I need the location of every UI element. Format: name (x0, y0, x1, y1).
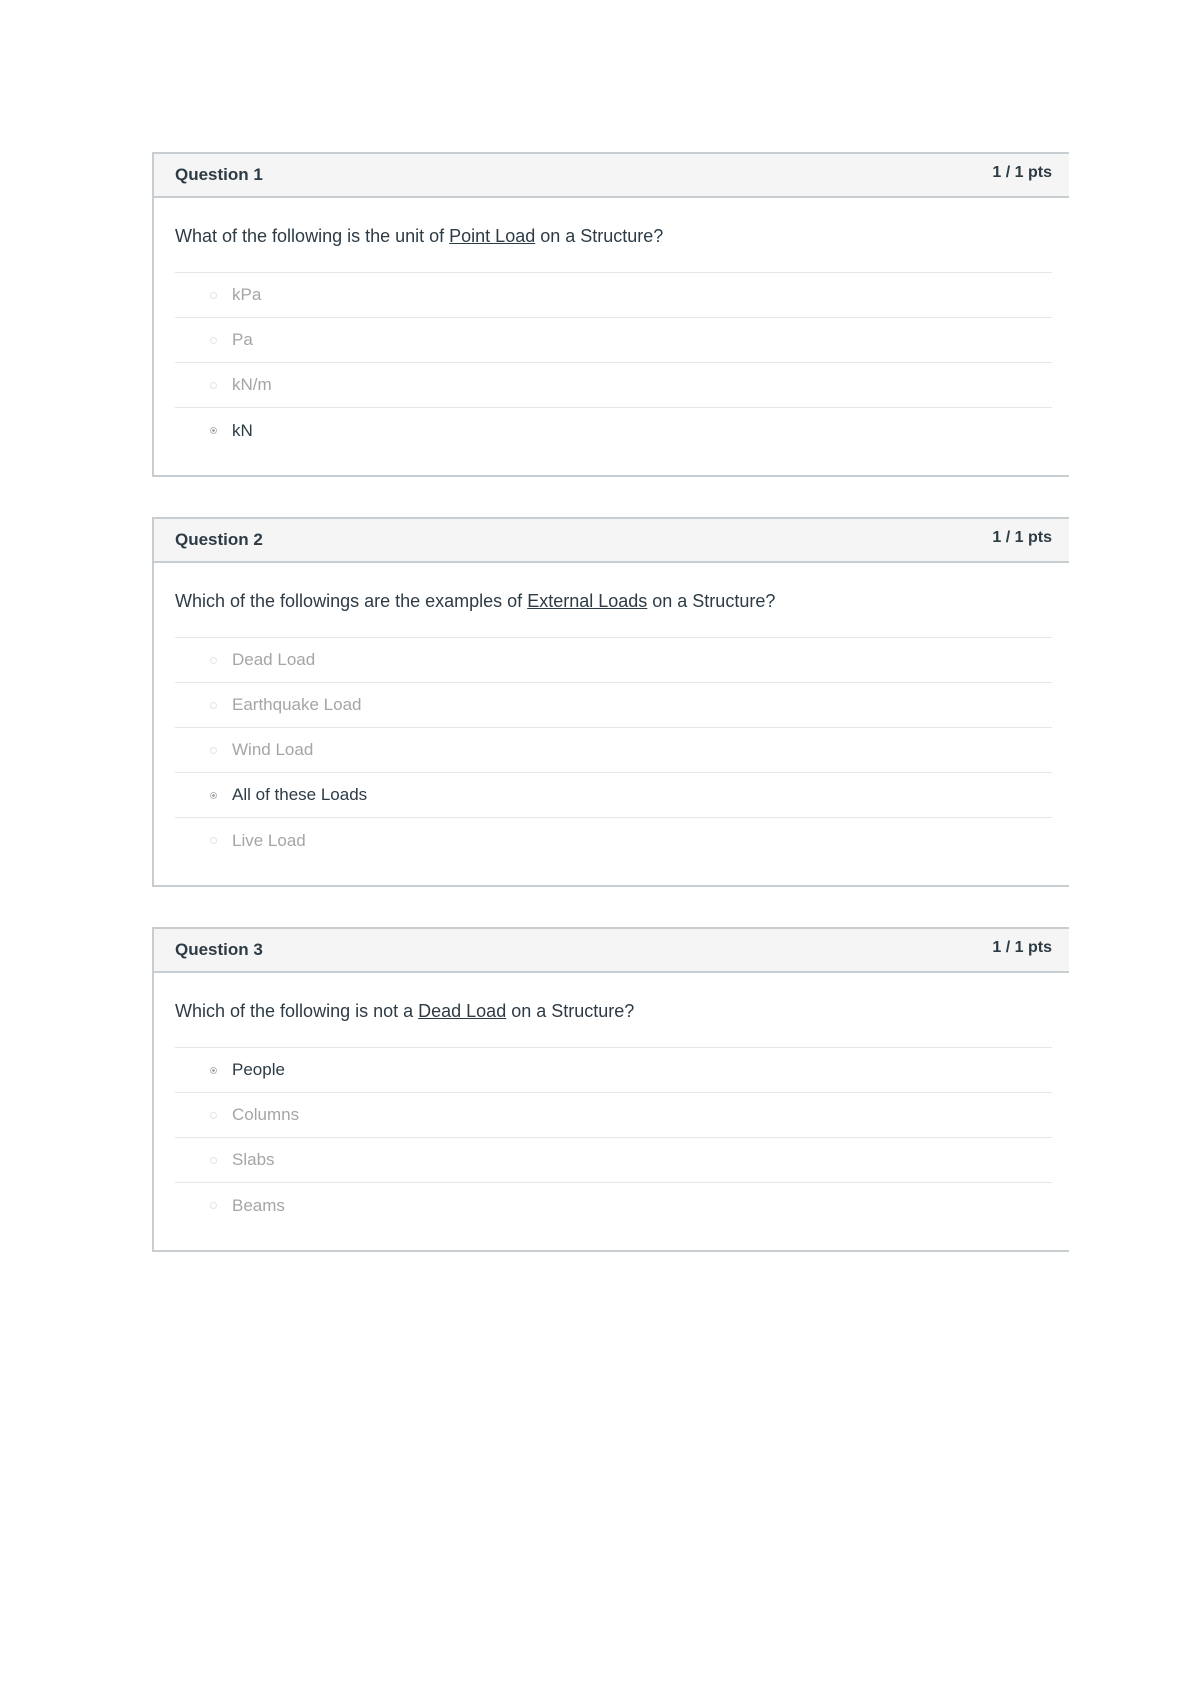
answer-option[interactable] (175, 683, 1052, 728)
radio-button-selected-icon[interactable] (210, 792, 217, 799)
question-text (175, 591, 1052, 638)
answer-label: Slabs (232, 1150, 275, 1169)
answer-list (175, 1048, 1052, 1228)
question-text-before: What of the following is the unit of (175, 226, 450, 246)
question-points: 1 / 1 pts (992, 529, 1052, 546)
radio-button-icon[interactable] (210, 292, 217, 299)
radio-button-icon[interactable] (210, 382, 217, 389)
answer-option[interactable] (175, 318, 1052, 363)
question-body (154, 973, 1069, 1250)
answer-option-selected[interactable] (175, 408, 1052, 453)
question-text-after: on a Structure? (647, 591, 776, 611)
question-text-before: Which of the following is not a (175, 1001, 419, 1021)
answer-label: kPa (232, 285, 262, 304)
question-title: Question 1 (175, 165, 263, 184)
answer-option-selected[interactable] (175, 1048, 1052, 1093)
question-term: Point Load (449, 226, 536, 246)
radio-button-selected-icon[interactable] (210, 1067, 217, 1074)
answer-label: Live Load (232, 830, 306, 850)
answer-label: Pa (232, 330, 253, 349)
radio-button-icon[interactable] (210, 337, 217, 344)
answer-label: All of these Loads (232, 785, 368, 804)
question-body (154, 563, 1069, 885)
question-text (175, 226, 1052, 273)
question-text (175, 1001, 1052, 1048)
answer-option[interactable] (175, 1138, 1052, 1183)
question-points: 1 / 1 pts (992, 939, 1052, 956)
answer-option[interactable] (175, 1093, 1052, 1138)
question-header (154, 154, 1069, 198)
question-card-1 (152, 152, 1069, 477)
radio-button-icon[interactable] (210, 837, 217, 844)
question-header (154, 929, 1069, 973)
answer-label: kN (232, 420, 253, 440)
answer-label: Columns (232, 1105, 300, 1124)
question-body (154, 198, 1069, 475)
answer-list (175, 273, 1052, 453)
question-card-3 (152, 927, 1069, 1252)
question-points: 1 / 1 pts (992, 164, 1052, 181)
answer-option-selected[interactable] (175, 773, 1052, 818)
radio-button-selected-icon[interactable] (210, 427, 217, 434)
question-title: Question 2 (175, 530, 263, 549)
answer-option[interactable] (175, 363, 1052, 408)
answer-label: Dead Load (232, 650, 316, 669)
answer-option[interactable] (175, 1183, 1052, 1228)
radio-button-icon[interactable] (210, 747, 217, 754)
radio-button-icon[interactable] (210, 1202, 217, 1209)
answer-label: Beams (232, 1195, 285, 1215)
answer-option[interactable] (175, 273, 1052, 318)
question-text-after: on a Structure? (535, 226, 664, 246)
answer-label: kN/m (232, 375, 272, 394)
answer-option[interactable] (175, 728, 1052, 773)
question-term: Dead Load (418, 1001, 507, 1021)
radio-button-icon[interactable] (210, 1157, 217, 1164)
answer-label: Earthquake Load (232, 695, 362, 714)
quiz-results (152, 152, 1069, 1292)
radio-button-icon[interactable] (210, 702, 217, 709)
question-term: External Loads (527, 591, 648, 611)
answer-option[interactable] (175, 818, 1052, 863)
question-card-2 (152, 517, 1069, 887)
answer-option[interactable] (175, 638, 1052, 683)
radio-button-icon[interactable] (210, 1112, 217, 1119)
answer-label: Wind Load (232, 740, 314, 759)
question-title: Question 3 (175, 940, 263, 959)
question-text-after: on a Structure? (506, 1001, 635, 1021)
question-header (154, 519, 1069, 563)
answer-label: People (232, 1060, 285, 1079)
radio-button-icon[interactable] (210, 657, 217, 664)
question-text-before: Which of the followings are the examples of (175, 591, 528, 611)
answer-list (175, 638, 1052, 863)
